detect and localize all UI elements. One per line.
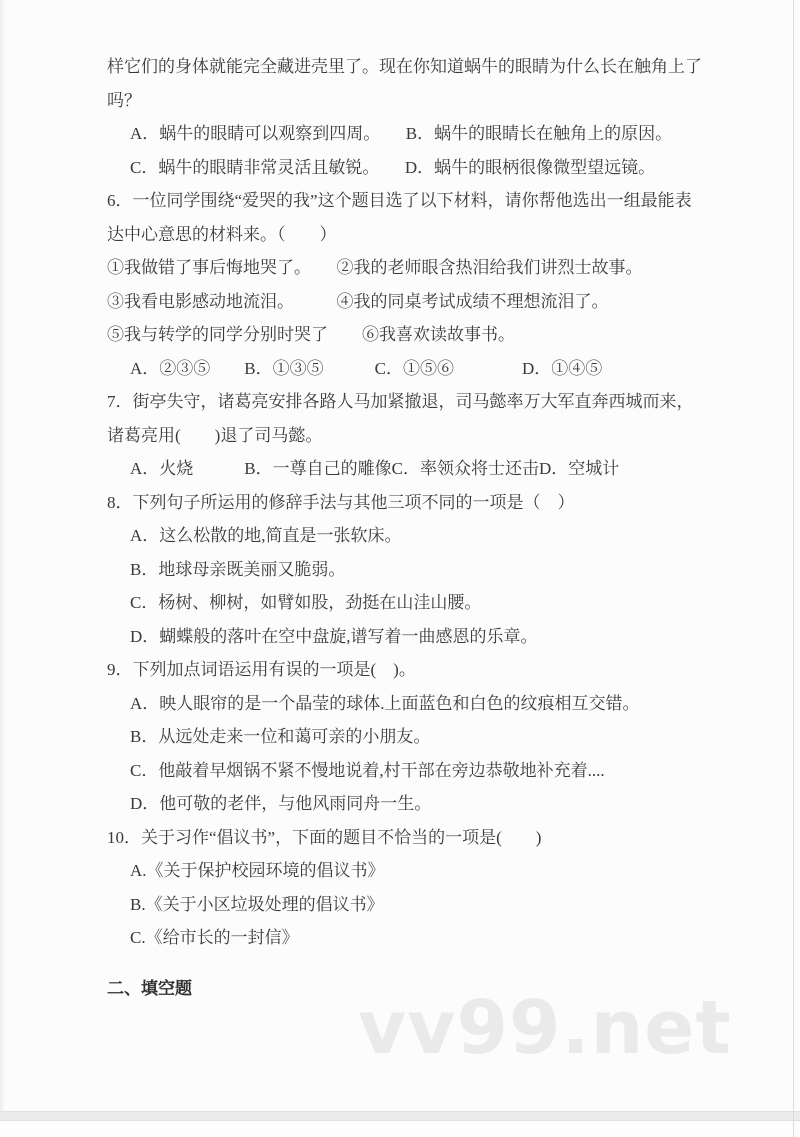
text-line: B．地球母亲既美丽又脆弱。 (130, 559, 346, 579)
text-line: 吗？ (107, 90, 141, 110)
text-line: A．映人眼帘的是一个晶莹的球体.上面蓝色和白色的纹痕相互交错。 (130, 693, 640, 713)
text-line: A．②③⑤ B．①③⑤ C．①⑤⑥ D．①④⑤ (130, 358, 603, 378)
text-line: 二、填空题 (107, 978, 192, 998)
watermark: vv99.net (358, 985, 732, 1071)
text-line: ①我做错了事后悔地哭了。 ②我的老师眼含热泪给我们讲烈士故事。 (107, 258, 643, 277)
text-line: A．火烧 B．一尊自己的雕像C．率领众将士还击D．空城计 (130, 459, 620, 478)
text-line: ⑤我与转学的同学分别时哭了 ⑥我喜欢读故事书。 (107, 325, 515, 344)
text-line: C．蜗牛的眼睛非常灵活且敏锐。 D．蜗牛的眼柄很像微型望远镜。 (130, 157, 656, 177)
text-line: 达中心意思的材料来。（ ） (107, 224, 337, 244)
text-line: C．他敲着早烟锅不紧不慢地说着,村干部在旁边恭敬地补充着.... (130, 760, 605, 780)
text-line: 6．一位同学围绕“爱哭的我”这个题目选了以下材料，请你帮他选出一组最能表 (107, 191, 692, 210)
text-line: D．他可敬的老伴，与他风雨同舟一生。 (130, 794, 432, 813)
text-line: 8．下列句子所运用的修辞手法与其他三项不同的一项是（ ） (107, 492, 575, 512)
text-line: 样它们的身体就能完全藏进壳里了。现在你知道蜗牛的眼睛为什么长在触角上了 (107, 57, 702, 76)
text-line: C.《给市长的一封信》 (130, 928, 299, 947)
text-line: 诸葛亮用( )退了司马懿。 (107, 425, 323, 445)
text-line: ③我看电影感动地流泪。 ④我的同桌考试成绩不理想流泪了。 (107, 291, 609, 311)
text-line: C．杨树、柳树，如臂如股，劲挺在山洼山腰。 (130, 593, 482, 612)
text-line: 7．街亭失守，诸葛亮安排各路人马加紧撤退，司马懿率万大军直奔西城而来， (107, 392, 694, 411)
text-line: B．从远处走来一位和蔼可亲的小朋友。 (130, 727, 431, 746)
text-line: A．这么松散的地,简直是一张软床。 (130, 526, 402, 545)
text-line: 10．关于习作“倡议书”，下面的题目不恰当的一项是( ) (107, 827, 542, 847)
page-gap-strip (0, 1111, 800, 1121)
text-line: A．蜗牛的眼睛可以观察到四周。 B．蜗牛的眼睛长在触角上的原因。 (130, 124, 673, 143)
page-right-edge (793, 0, 794, 1137)
text-line: B.《关于小区垃圾处理的倡议书》 (130, 894, 384, 914)
text-line: D．蝴蝶般的落叶在空中盘旋,谱写着一曲感恩的乐章。 (130, 626, 538, 646)
text-line: A.《关于保护校园环境的倡议书》 (130, 861, 385, 880)
text-line: 9．下列加点词语运用有误的一项是( )。 (107, 660, 416, 679)
